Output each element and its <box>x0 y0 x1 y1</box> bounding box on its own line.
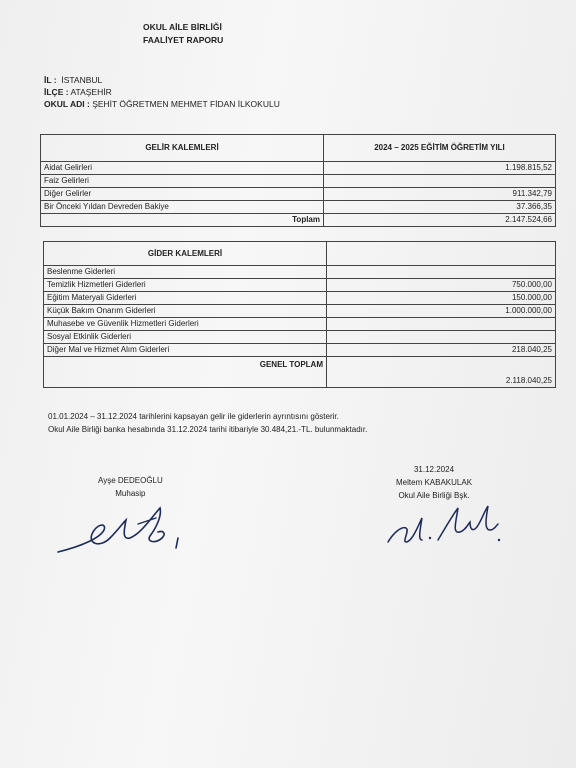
expense-total-value: 2.118.040,25 <box>327 357 556 388</box>
treasurer-title: Muhasip <box>115 489 146 498</box>
table-row <box>41 188 556 201</box>
expense-label: Muhasebe ve Güvenlik Hizmetleri Giderleri <box>44 318 327 331</box>
income-label: Bir Önceki Yıldan Devreden Bakiye <box>41 201 324 214</box>
expense-value <box>327 318 556 331</box>
income-header-col2: 2024 – 2025 EĞİTİM ÖĞRETİM YILI <box>324 135 556 162</box>
table-row <box>44 305 556 318</box>
expense-value: 750.000,00 <box>327 279 556 292</box>
table-row <box>44 266 556 279</box>
school-label: OKUL ADI : <box>44 99 90 109</box>
note-bank-balance: Okul Aile Birliği banka hesabında 31.12.2024 tarihi itibariyle 30.484,21.-TL. bulunmaktadır. <box>48 425 368 434</box>
income-total-value: 2.147.524,66 <box>324 214 556 227</box>
table-row <box>41 162 556 175</box>
president-title: Okul Aile Birliği Bşk. <box>398 491 470 500</box>
signature-date: 31.12.2024 <box>413 465 455 474</box>
district-line <box>44 86 280 98</box>
province-label: İL : <box>44 75 57 85</box>
table-row <box>44 344 556 357</box>
expense-total-label: GENEL TOPLAM <box>44 357 327 388</box>
table-row <box>44 292 556 305</box>
expense-header-col2 <box>327 242 556 266</box>
income-table <box>40 134 556 227</box>
table-row <box>44 279 556 292</box>
president-name: Meltem KABAKULAK <box>396 478 473 487</box>
table-row <box>44 331 556 344</box>
income-header-row <box>41 135 556 162</box>
income-label: Aidat Gelirleri <box>41 162 324 175</box>
income-total-row <box>41 214 556 227</box>
expense-header-col1: GİDER KALEMLERİ <box>44 242 327 266</box>
report-title <box>143 21 223 47</box>
income-value <box>324 175 556 188</box>
income-label: Faiz Gelirleri <box>41 175 324 188</box>
expense-table <box>43 241 556 388</box>
income-value: 1.198.815,52 <box>324 162 556 175</box>
province-value: İSTANBUL <box>61 75 103 85</box>
table-row <box>44 318 556 331</box>
income-value: 37.366,35 <box>324 201 556 214</box>
income-total-label: Toplam <box>41 214 324 227</box>
title-line-1: OKUL AİLE BİRLİĞİ <box>143 22 222 32</box>
expense-header-row <box>44 242 556 266</box>
expense-value: 150.000,00 <box>327 292 556 305</box>
school-info <box>44 74 280 110</box>
treasurer-signature <box>52 494 202 564</box>
expense-label: Beslenme Giderleri <box>44 266 327 279</box>
district-value: ATAŞEHİR <box>70 87 112 97</box>
expense-total-row <box>44 357 556 388</box>
province-line <box>44 74 280 86</box>
title-line-2: FAALİYET RAPORU <box>143 35 224 45</box>
expense-value <box>327 266 556 279</box>
note-period: 01.01.2024 – 31.12.2024 tarihlerini kapsayan gelir ile giderlerin ayrıntısını gösterir. <box>48 412 339 421</box>
school-line <box>44 98 280 110</box>
expense-label: Küçük Bakım Onarım Giderleri <box>44 305 327 318</box>
expense-label: Temizlik Hizmetleri Giderleri <box>44 279 327 292</box>
expense-value: 1.000.000,00 <box>327 305 556 318</box>
expense-label: Diğer Mal ve Hizmet Alım Giderleri <box>44 344 327 357</box>
income-value: 911.342,79 <box>324 188 556 201</box>
expense-label: Eğitim Materyali Giderleri <box>44 292 327 305</box>
district-label: İLÇE : <box>44 87 69 97</box>
income-header-col1: GELİR KALEMLERİ <box>41 135 324 162</box>
expense-label: Sosyal Etkinlik Giderleri <box>44 331 327 344</box>
expense-value: 218.040,25 <box>327 344 556 357</box>
table-row <box>41 175 556 188</box>
income-label: Diğer Gelirler <box>41 188 324 201</box>
table-row <box>41 201 556 214</box>
treasurer-name: Ayşe DEDEOĞLU <box>98 476 163 485</box>
president-signature <box>380 496 510 551</box>
report-notes <box>48 410 367 436</box>
school-value: ŞEHİT ÖĞRETMEN MEHMET FİDAN İLKOKULU <box>92 99 280 109</box>
expense-value <box>327 331 556 344</box>
